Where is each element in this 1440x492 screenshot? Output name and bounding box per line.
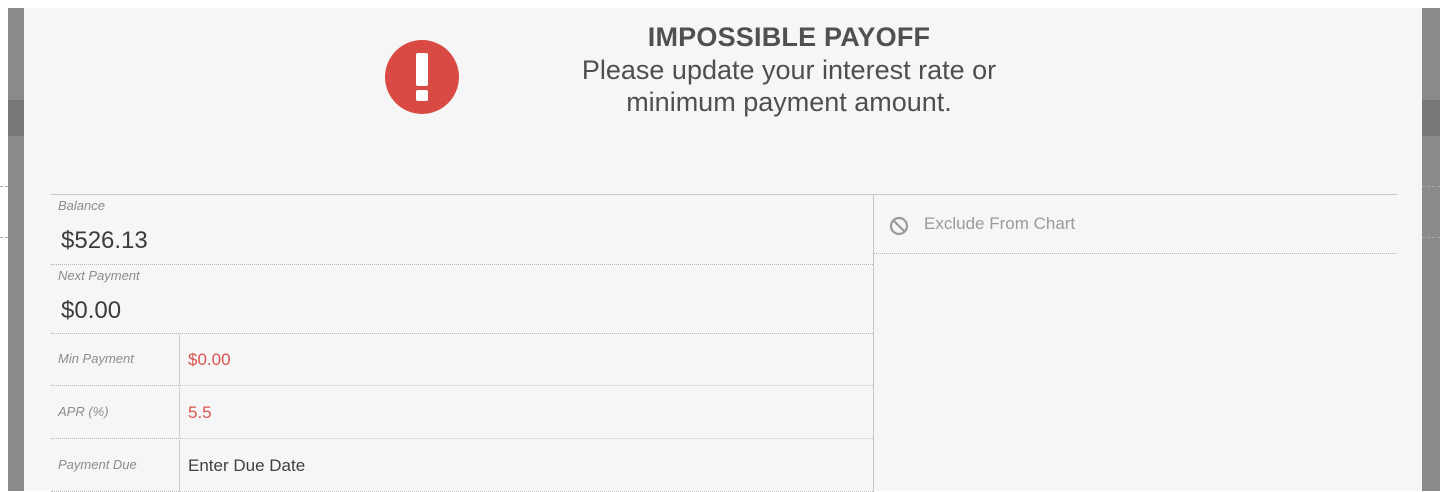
alert-message — [494, 20, 1084, 118]
apr-row[interactable] — [51, 387, 873, 439]
overlay-left-dash — [0, 237, 8, 238]
min-payment-label: Min Payment — [58, 351, 134, 366]
apr-value[interactable]: 5.5 — [188, 403, 212, 422]
overlay-left-band — [8, 100, 24, 136]
payment-due-value[interactable]: Enter Due Date — [188, 456, 306, 475]
min-payment-input[interactable] — [180, 334, 873, 386]
min-payment-label-cell — [51, 334, 180, 386]
apr-label: APR (%) — [58, 404, 109, 419]
payment-due-input[interactable] — [180, 440, 873, 492]
alert-title: IMPOSSIBLE PAYOFF — [647, 22, 931, 52]
debt-details-panel — [51, 194, 874, 492]
exclamation-circle-icon — [385, 40, 459, 114]
alert-message-line-1: Please update your interest rate or — [581, 55, 997, 85]
overlay-right-band — [1422, 100, 1440, 136]
next-payment-field — [51, 265, 873, 334]
overlay-right-dash — [1422, 186, 1440, 187]
overlay-left-edge — [8, 8, 24, 491]
balance-value[interactable]: $526.13 — [61, 227, 148, 254]
overlay-left-dash — [0, 186, 8, 187]
min-payment-row[interactable] — [51, 334, 873, 386]
payment-due-row[interactable] — [51, 440, 873, 492]
apr-input[interactable] — [180, 387, 873, 439]
payment-due-label-cell — [51, 440, 180, 492]
exclude-from-chart-label: Exclude From Chart — [924, 214, 1076, 233]
ban-icon — [889, 216, 909, 236]
exclamation-dot — [416, 90, 428, 101]
overlay-right-dash — [1422, 237, 1440, 238]
next-payment-value: $0.00 — [61, 297, 122, 324]
payment-due-label: Payment Due — [58, 457, 137, 472]
chart-options-panel — [873, 194, 1397, 492]
overlay-right-edge — [1422, 8, 1440, 491]
min-payment-value[interactable]: $0.00 — [188, 350, 231, 369]
next-payment-label: Next Payment — [58, 268, 140, 283]
balance-label: Balance — [58, 198, 105, 213]
exclamation-bar — [416, 53, 428, 86]
alert-message-line-2: minimum payment amount. — [626, 87, 952, 117]
balance-field[interactable] — [51, 195, 873, 265]
debt-edit-modal — [24, 8, 1422, 491]
apr-label-cell — [51, 387, 180, 439]
exclude-from-chart-button[interactable] — [873, 195, 1397, 254]
